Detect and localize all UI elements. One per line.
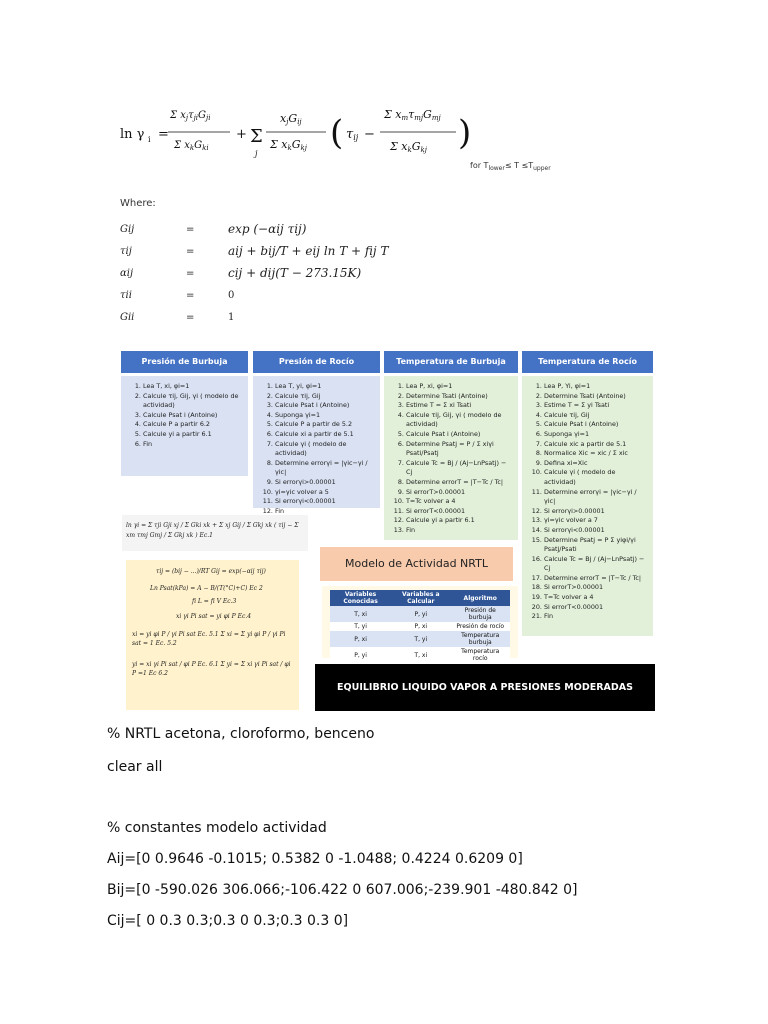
svg-text:Σ xkGki: Σ $x_kG_{ki}$ (174, 140, 209, 152)
code-line: Aij=[0 0.9646 -0.1015; 0.5382 0 -1.0488; 0.4224 0.6209 0] (107, 851, 523, 867)
table-cell: P, yi (391, 606, 450, 622)
nrtl-formula-svg (118, 96, 568, 176)
definition-symbol: Gij (120, 224, 135, 235)
step-item: 3. Calcule Psat i (Antoine) (143, 411, 242, 421)
definition-symbol: τij (120, 246, 132, 257)
step-item: 7. Calcule xic a partir de 5.1 (544, 440, 647, 450)
step-item: 10. T=Tc volver a 4 (406, 497, 512, 507)
step-item: 4. Calcule P a partir 6.2 (143, 420, 242, 430)
step-item: 7. Calcule γi ( modelo de actividad) (275, 440, 374, 459)
step-item: 14. Si errorγi<0.00001 (544, 526, 647, 536)
step-item: 11. Determine errorγi = |γic−γi / γic| (544, 488, 647, 507)
column-steps-temperatura-burbuja (384, 376, 518, 540)
svg-text:): ) (458, 113, 472, 153)
table-row (330, 622, 510, 631)
definition-equals: = (186, 246, 195, 257)
table-cell: Temperatura rocío (450, 647, 510, 663)
formula-cond-lower: lower (488, 165, 505, 172)
formula-cond-upper: upper (533, 165, 551, 172)
step-item: 11. Si errorT<0.00001 (406, 507, 512, 517)
step-item: 3. Calcule Psat i (Antoine) (275, 401, 374, 411)
step-item: 5. Calcule P a partir de 5.2 (275, 420, 374, 430)
equation-line: xi γi Pi sat = yi φi P Ec.4 (176, 613, 252, 620)
formula-lhs-sub: i (148, 135, 151, 144)
equations-panel (126, 560, 299, 710)
vle-banner: EQUILIBRIO LIQUIDO VAPOR A PRESIONES MODERADAS (315, 664, 655, 711)
svg-text:for Tlower≤ T ≤Tupper (470, 161, 551, 172)
step-item: 6. Calcule xi a partir de 5.1 (275, 430, 374, 440)
table-cell: P, yi (330, 647, 391, 663)
step-item: 19. T=Tc volver a 4 (544, 593, 647, 603)
step-item: 8. Determine errorγi = |γic−γi / γic| (275, 459, 374, 478)
step-item: 7. Calcule Tc = Bj / (Aj−LnPsatj) − Cj (406, 459, 512, 478)
column-title-temperatura-burbuja: Temperatura de Burbuja (384, 351, 518, 373)
step-item: 2. Determine Tsati (Antoine) (544, 392, 647, 402)
table-header: Variables a Calcular (391, 590, 450, 606)
table-cell: T, xi (391, 647, 450, 663)
table-row (330, 631, 510, 647)
table-cell: T, xi (330, 606, 391, 622)
step-item: 12. Fin (275, 507, 374, 517)
svg-text:xjGij: xjGij (280, 112, 302, 126)
svg-text:Σ xkGkj: Σ xkGkj (270, 138, 307, 152)
table-header: Algoritmo (450, 590, 510, 606)
step-item: 4. Suponga γi=1 (275, 411, 374, 421)
table-header: Variables Conocidas (330, 590, 391, 606)
step-item: 16. Calcule Tc = Bj / (Aj−LnPsatj) − Cj (544, 555, 647, 574)
definition-equals: = (186, 312, 195, 323)
definition-equals: = (186, 224, 195, 235)
svg-text:−: − (364, 127, 375, 142)
step-item: 8. Determine errorT = |T−Tc / Tc| (406, 478, 512, 488)
step-item: 1. Lea T, yi, φi=1 (275, 382, 374, 392)
step-item: 15. Determine Psatj = P Σ yiφi/γi Psatj/Psati (544, 536, 647, 555)
column-title-temperatura-rocio: Temperatura de Rocío (522, 351, 653, 373)
table-cell: T, yi (330, 622, 391, 631)
table-cell: Presión de burbuja (450, 606, 510, 622)
definition-equals: = (186, 268, 195, 279)
step-item: 2. Determine Tsati (Antoine) (406, 392, 512, 402)
step-item: 3. Estime T = Σ yi Tsati (544, 401, 647, 411)
nrtl-formula (118, 96, 568, 176)
definition-equals: = (186, 290, 195, 301)
table-cell: P, xi (330, 631, 391, 647)
step-item: 2. Calcule τij, Gij, γi ( modelo de actividad) (143, 392, 242, 411)
variables-table-panel (322, 586, 518, 662)
step-item: 11. Si errorγi<0.00001 (275, 497, 374, 507)
svg-text:+: + (236, 127, 247, 142)
step-item: 4. Calcule τij, Gij, γi ( modelo de actividad) (406, 411, 512, 430)
step-item: 3. Estime T = Σ xi Tsati (406, 401, 512, 411)
definition-row (120, 242, 580, 264)
svg-text:τij: τij (346, 127, 359, 142)
step-item: 1. Lea P, xi, φi=1 (406, 382, 512, 392)
step-item: 20. Si errorT<0.00001 (544, 603, 647, 613)
equation-line: Ln Psat(kPa) = A − B/(T(°C)+C) Ec 2 (150, 585, 263, 592)
step-item: 13. γi=γic volver a 7 (544, 516, 647, 526)
code-line: Bij=[0 -590.026 306.066;-106.422 0 607.006;-239.901 -480.842 0] (107, 882, 578, 898)
table-cell: T, yi (391, 631, 450, 647)
formula-lhs: ln γ (120, 127, 145, 142)
step-item: 6. Suponga γi=1 (544, 430, 647, 440)
step-item: 10. γi=γic volver a 5 (275, 488, 374, 498)
table-cell: Presión de rocío (450, 622, 510, 631)
step-item: 5. Calcule Psat i (Antoine) (406, 430, 512, 440)
formula-cond-mid: ≤ T ≤T (504, 161, 534, 170)
table-header-row (330, 590, 510, 606)
equation-line: fi L = fi V Ec.3 (192, 598, 237, 605)
column-title-presion-burbuja: Presión de Burbuja (121, 351, 248, 373)
step-item: 1. Lea T, xi, φi=1 (143, 382, 242, 392)
formula-cond-prefix: for T (470, 161, 489, 170)
step-item: 5. Calcule Psat i (Antoine) (544, 420, 647, 430)
step-item: 13. Fin (406, 526, 512, 536)
step-item: 6. Fin (143, 440, 242, 450)
svg-text:Σ xmτmjGmj: Σ xmτmjGmj (384, 108, 441, 122)
svg-text:Σ xkGkj: Σ xkGkj (390, 140, 427, 154)
definition-expression: cij + dij(T − 273.15K) (228, 266, 362, 280)
definition-symbol: τii (120, 290, 132, 301)
table-cell: P, xi (391, 622, 450, 631)
step-item: 9. Defina xi=Xic (544, 459, 647, 469)
code-line: clear all (107, 759, 163, 775)
code-comment-line: % constantes modelo actividad (107, 820, 327, 836)
svg-text:Σ: Σ (250, 126, 263, 147)
variables-table (330, 590, 510, 663)
definition-expression: exp (−αij τij) (228, 222, 307, 236)
svg-text:j: j (255, 149, 258, 158)
step-item: 17. Determine errorT = |T−Tc / Tc| (544, 574, 647, 584)
nrtl-model-title: Modelo de Actividad NRTL (320, 547, 513, 581)
equation-line: τij = (bij − ...)/RT Gij = exp(−αij τij) (156, 568, 266, 575)
definition-expression: 1 (228, 312, 235, 323)
step-item: 21. Fin (544, 612, 647, 622)
column-steps-presion-burbuja (121, 376, 248, 476)
definition-expression: 0 (228, 290, 235, 301)
definition-expression: aij + bij/T + eij ln T + fij T (228, 244, 389, 258)
column-title-presion-rocio: Presión de Rocío (253, 351, 380, 373)
step-item: 9. Si errorT>0.00001 (406, 488, 512, 498)
code-line: Cij=[ 0 0.3 0.3;0.3 0 0.3;0.3 0.3 0] (107, 913, 349, 929)
definition-row (120, 286, 580, 308)
step-item: 18. Si errorT>0.00001 (544, 583, 647, 593)
table-row (330, 606, 510, 622)
step-item: 12. Calcule yi a partir 6.1 (406, 516, 512, 526)
definition-symbol: αij (120, 268, 134, 279)
svg-text:=: = (158, 127, 169, 142)
step-item: 5. Calcule yi a partir 6.1 (143, 430, 242, 440)
table-cell: Temperatura burbuja (450, 631, 510, 647)
where-label: Where: (120, 198, 156, 209)
column-steps-presion-rocio (253, 376, 380, 515)
step-item: 9. Si errorγi>0.00001 (275, 478, 374, 488)
definition-row (120, 220, 580, 242)
equation-line: xi = yi φi P / γi Pi sat Ec. 5.1 Σ xi = Σ yi φi P / γi Pi sat = 1 Ec. 5.2 (132, 631, 286, 647)
column-steps-temperatura-rocio (522, 376, 653, 636)
svg-text:(: ( (330, 113, 344, 153)
equation-lngamma: ln γi = Σ τji Gji xj / Σ Gki xk + Σ xj Gij / Σ Gkj xk ( τij − Σ xm τmj Gmj / Σ Gkj xk ) Ec.1 (122, 515, 308, 551)
step-item: 2. Calcule τij, Gij (275, 392, 374, 402)
code-comment-line: % NRTL acetona, cloroformo, benceno (107, 726, 375, 742)
definition-row (120, 308, 580, 330)
equation-line: yi = xi γi Pi sat / φi P Ec. 6.1 Σ yi = Σ xi γi Pi sat / φi P =1 Ec 6.2 (132, 661, 291, 677)
step-item: 4. Calcule τij, Gij (544, 411, 647, 421)
definition-row (120, 264, 580, 286)
definition-symbol: Gii (120, 312, 135, 323)
step-item: 12. Si errorγi>0.00001 (544, 507, 647, 517)
step-item: 6. Determine Psatj = P / Σ xiγi Psati/Psatj (406, 440, 512, 459)
table-row (330, 647, 510, 663)
step-item: 10. Calcule γi ( modelo de actividad) (544, 468, 647, 487)
svg-text:Σ xjτjiGji: Σ $x_j\tau_{ji}G_{ji}$ (170, 110, 211, 122)
step-item: 1. Lea P, Yi, φi=1 (544, 382, 647, 392)
step-item: 8. Normalice Xic = xic / Σ xic (544, 449, 647, 459)
